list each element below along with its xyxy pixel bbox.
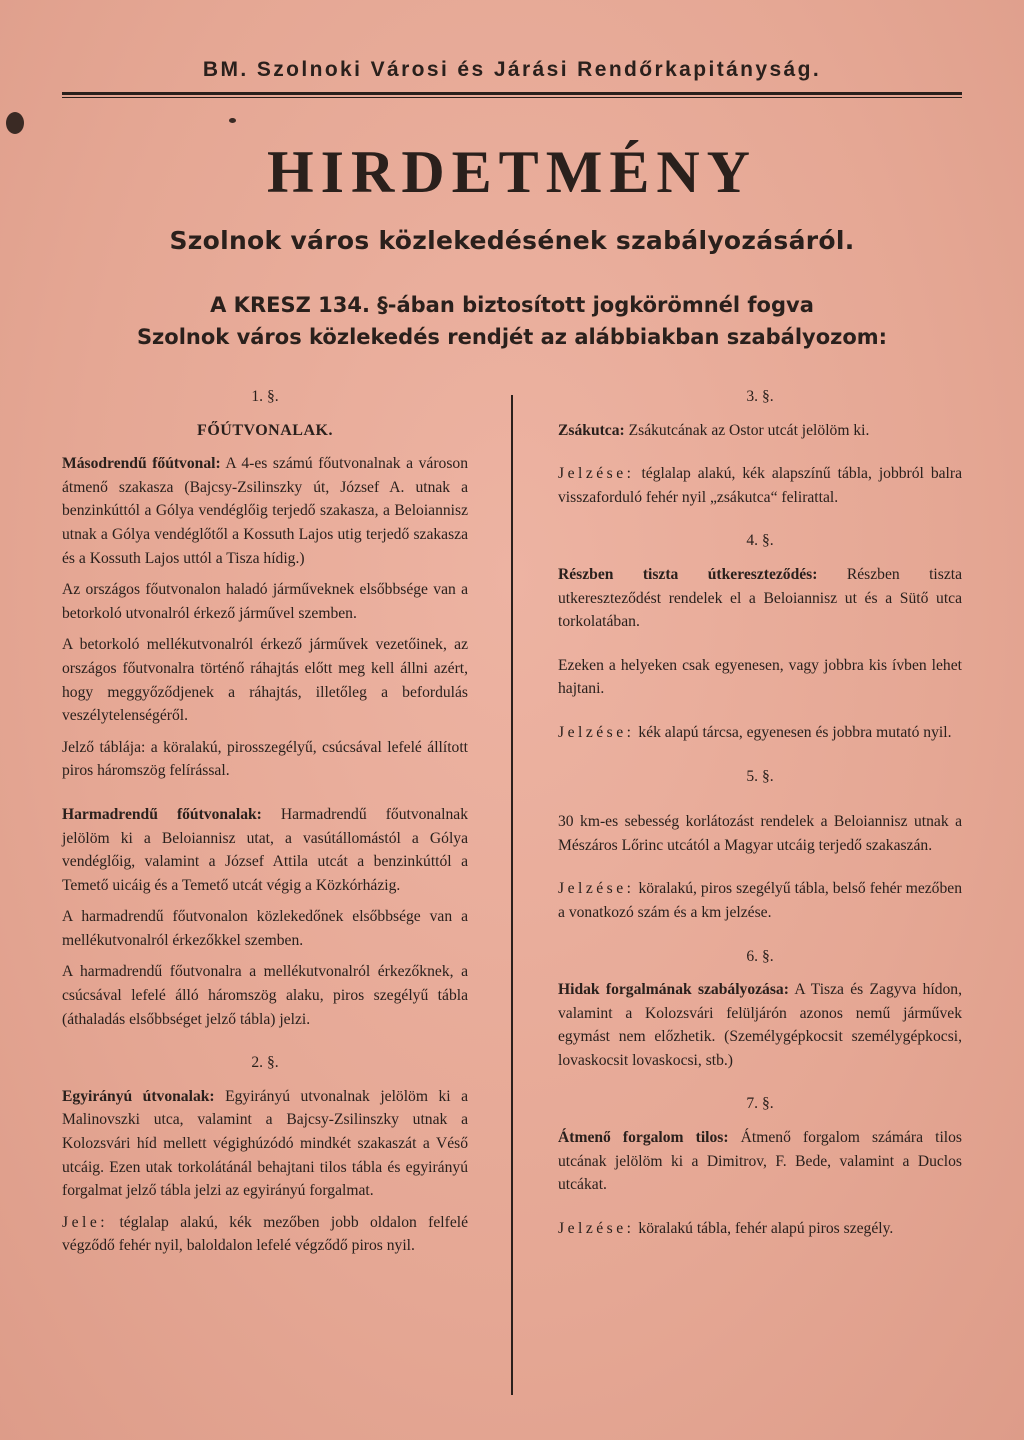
term: Jelzése: <box>558 465 635 483</box>
header-rule-thick <box>62 92 962 95</box>
paragraph-text: A 4-es számú főutvonalnak a városon átmenő szakasza (Bajcsy-Zsilinszky út, József A. utnak a benzinkúttól a Gólya vendéglőig terjedő szakasza, a Beloiannisz utnak a Gólya vendéglőtől a Kossuth Lajos utig terjedő szakasza és a Kossuth Lajos uttól a Tisza hídig.) <box>62 455 468 567</box>
spacer <box>558 1205 962 1217</box>
term: Részben tiszta útkereszteződés: <box>558 565 818 583</box>
paragraph: Jelző táblája: a köralakú, pirosszegélyű, csúcsával lefelé állított piros háromszög felírással. <box>62 738 468 780</box>
spacer <box>558 709 962 721</box>
right-column <box>558 385 962 1248</box>
paragraph <box>62 452 468 570</box>
spacer <box>62 1039 468 1051</box>
paragraph: A betorkoló mellékutvonalról érkező járművek vezetőinek, az országos főutvonalra történő ráhajtás előtt meg kell állni azért, hogy meggyőződjenek a ráhajtás, illetőleg a befordulás veszélytelenségéről. <box>62 636 468 725</box>
section-heading-fout: FŐÚTVONALAK. <box>197 421 333 439</box>
spacer <box>558 1080 962 1092</box>
section-number-7: 7. §. <box>746 1095 774 1113</box>
paragraph-text: köralakú, piros szegélyű tábla, belső fehér mezőben a vonatkozó szám és a km jelzése. <box>558 880 962 921</box>
paragraph <box>62 1211 468 1258</box>
spacer <box>558 865 962 877</box>
paragraph: A harmadrendű főutvonalon közlekedőnek elsőbbsége van a mellékutvonalról érkezőkkel szemben. <box>62 908 468 949</box>
paragraph-text: A Tisza és Zagyva hídon, valamint a Kolozsvári felüljárón azonos nemű járművek egymást nem előzhetik. (Személygépkocsit személygépkocsi, lovaskocsit lovaskocsi, stb.) <box>558 981 962 1069</box>
paragraph <box>558 1217 962 1241</box>
spacer <box>558 753 962 765</box>
spacer <box>558 933 962 945</box>
paragraph: 30 km-es sebesség korlátozást rendelek a Beloiannisz utnak a Mészáros Lőrinc utcától a Magyar utcáig terjedő szakaszán. <box>558 813 962 854</box>
section-number-6: 6. §. <box>746 947 774 965</box>
intro <box>0 289 1024 353</box>
paragraph-text: kék alapú tárcsa, egyenesen és jobbra mutató nyil. <box>634 723 952 741</box>
intro-line-1: A KRESZ 134. §-ában biztosított jogkörömnél fogva <box>210 293 814 317</box>
section-number-3: 3. §. <box>746 388 774 405</box>
paragraph-text: köralakú tábla, fehér alapú piros szegély. <box>634 1219 894 1237</box>
paragraph-text: Harmadrendű főutvonalnak jelölöm ki a Beloiannisz utat, a vasútállomástól a Gólya vendéglőig, valamint a József Attila utcát a benzinkúttól a Temető uicáig és a Temető utcát végig a Közkórházig. <box>62 805 468 894</box>
intro-line-2: Szolnok város közlekedés rendjét az alábbiakban szabályozom: <box>136 325 888 349</box>
term: Hidak forgalmának szabályozása: <box>558 981 789 999</box>
ink-stain <box>6 112 24 134</box>
paragraph-text: téglalap alakú, kék alapszínű tábla, jobbról balra visszaforduló fehér nyil „zsákutca“ felirattal. <box>558 465 962 506</box>
paragraph <box>558 721 962 745</box>
column-divider <box>511 395 513 1395</box>
term: Jelzése: <box>558 880 635 898</box>
spacer <box>558 450 962 462</box>
term: Átmenő forgalom tilos: <box>558 1129 729 1147</box>
paragraph <box>558 1126 962 1197</box>
paragraph-text: Egyirányú utvonalnak jelölöm ki a Malinovszki utca, valamint a Bajcsy-Zsilinszky utnak a Kolozsvári híd mellett végighúzódó mindkét szakaszát a Véső utcáig. Ezen utak torkolátánál behajtani tilos tábla és egyirányú forgalmat jelző tábla jelzi az egyirányú forgalmat. <box>62 1087 468 1200</box>
left-column <box>62 385 468 1266</box>
paragraph <box>558 462 962 509</box>
page-title: HIRDETMÉNY <box>266 139 758 205</box>
paragraph-text: téglalap alakú, kék mezőben jobb oldalon felfelé végződő fehér nyil, baloldalon lefelé végződő piros nyil. <box>62 1213 468 1255</box>
term: Harmadrendű főútvonalak: <box>62 805 262 823</box>
paragraph <box>558 978 962 1072</box>
spacer <box>558 517 962 529</box>
spacer <box>558 642 962 654</box>
term: Egyirányú útvonalak: <box>62 1087 215 1105</box>
term: Jelzése: <box>558 723 635 741</box>
paragraph <box>558 877 962 924</box>
section-number-2: 2. §. <box>251 1054 279 1072</box>
term: Zsákutca: <box>558 421 625 439</box>
paragraph <box>558 563 962 634</box>
paragraph-text: Átmenő forgalom számára tilos utcának jelölöm ki a Dimitrov, F. Bede, valamint a Duclos utcákat. <box>558 1129 962 1194</box>
ink-speck <box>229 118 236 123</box>
issuer-line: BM. Szolnoki Városi és Járási Rendőrkapitányság. <box>202 58 822 81</box>
subtitle: Szolnok város közlekedésének szabályozásáról. <box>169 226 855 255</box>
paragraph-text: Zsákutcának az Ostor utcát jelölöm ki. <box>624 421 870 439</box>
paragraph: Ezeken a helyeken csak egyenesen, vagy jobbra kis ívben lehet hajtani. <box>558 656 962 698</box>
term: Másodrendű főútvonal: <box>62 455 221 473</box>
header-rule-thin <box>62 97 962 98</box>
term: Jelzése: <box>558 1219 635 1237</box>
spacer <box>62 791 468 803</box>
section-number-1: 1. §. <box>251 388 279 405</box>
term: Jele: <box>62 1213 109 1231</box>
paragraph: Az országos főutvonalon haladó járműveknek elsőbbsége van a betorkoló utvonalról érkező járművel szemben. <box>62 581 468 622</box>
paragraph <box>62 803 468 897</box>
section-number-4: 4. §. <box>746 532 774 550</box>
paragraph <box>62 1085 468 1203</box>
spacer <box>558 798 962 810</box>
paragraph-text: Részben tiszta utkereszteződést rendelek el a Beloiannisz ut és a Sütő utca torkolatában. <box>558 565 962 631</box>
paragraph <box>558 419 962 443</box>
paragraph: A harmadrendű főutvonalra a mellékutvonalról érkezőknek, a csúcsával lefelé álló háromszög alaku, piros szegélyű tábla (áthaladás elsőbbséget jelző tábla) jelzi. <box>62 963 468 1028</box>
section-number-5: 5. §. <box>746 767 774 785</box>
